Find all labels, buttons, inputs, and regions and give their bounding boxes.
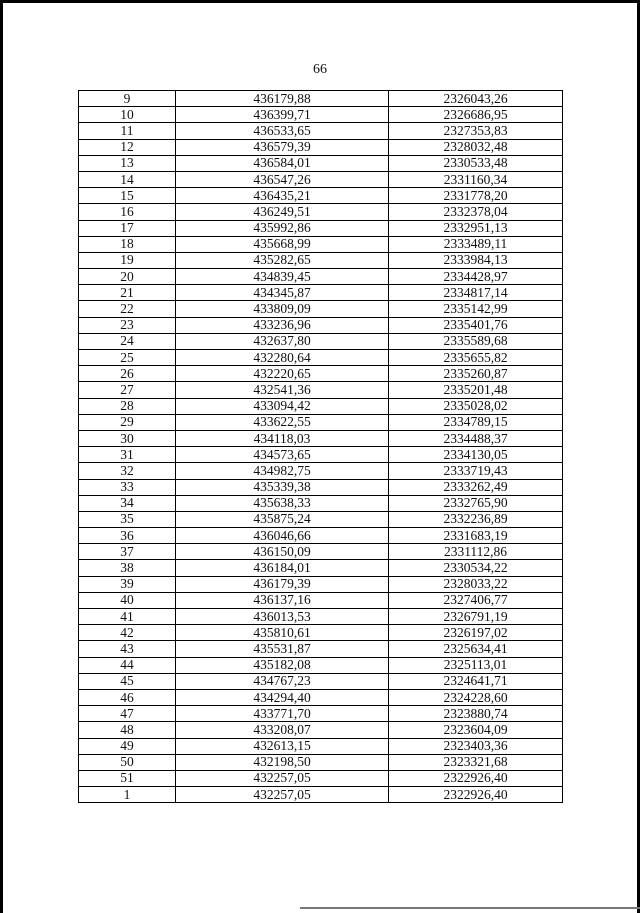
- y-coordinate-cell: 2324228,60: [389, 689, 563, 705]
- table-row: [79, 414, 563, 430]
- x-coordinate-cell: 433622,55: [176, 414, 389, 430]
- x-coordinate-cell: 436150,09: [176, 544, 389, 560]
- table-row: [79, 689, 563, 705]
- table-row: [79, 123, 563, 139]
- table-row: [79, 641, 563, 657]
- y-coordinate-cell: 2326197,02: [389, 625, 563, 641]
- y-coordinate-cell: 2327406,77: [389, 592, 563, 608]
- y-coordinate-cell: 2323604,09: [389, 722, 563, 738]
- x-coordinate-cell: 435531,87: [176, 641, 389, 657]
- x-coordinate-cell: 435638,33: [176, 495, 389, 511]
- point-number-cell: 46: [79, 689, 176, 705]
- y-coordinate-cell: 2333719,43: [389, 463, 563, 479]
- x-coordinate-cell: 436179,39: [176, 576, 389, 592]
- point-number-cell: 22: [79, 301, 176, 317]
- x-coordinate-cell: 436584,01: [176, 155, 389, 171]
- point-number-cell: 45: [79, 673, 176, 689]
- table-row: [79, 447, 563, 463]
- table-row: [79, 722, 563, 738]
- table-row: [79, 252, 563, 268]
- y-coordinate-cell: 2323321,68: [389, 754, 563, 770]
- x-coordinate-cell: 433809,09: [176, 301, 389, 317]
- y-coordinate-cell: 2331683,19: [389, 528, 563, 544]
- y-coordinate-cell: 2326043,26: [389, 91, 563, 107]
- x-coordinate-cell: 436399,71: [176, 107, 389, 123]
- point-number-cell: 42: [79, 625, 176, 641]
- point-number-cell: 35: [79, 511, 176, 527]
- y-coordinate-cell: 2325634,41: [389, 641, 563, 657]
- y-coordinate-cell: 2331160,34: [389, 171, 563, 187]
- x-coordinate-cell: 435182,08: [176, 657, 389, 673]
- table-row: [79, 188, 563, 204]
- point-number-cell: 33: [79, 479, 176, 495]
- x-coordinate-cell: 435875,24: [176, 511, 389, 527]
- x-coordinate-cell: 436547,26: [176, 171, 389, 187]
- point-number-cell: 17: [79, 220, 176, 236]
- coordinates-table-body: [79, 91, 563, 803]
- point-number-cell: 39: [79, 576, 176, 592]
- point-number-cell: 23: [79, 317, 176, 333]
- x-coordinate-cell: 433208,07: [176, 722, 389, 738]
- table-row: [79, 625, 563, 641]
- x-coordinate-cell: 432613,15: [176, 738, 389, 754]
- point-number-cell: 18: [79, 236, 176, 252]
- y-coordinate-cell: 2335142,99: [389, 301, 563, 317]
- point-number-cell: 13: [79, 155, 176, 171]
- point-number-cell: 44: [79, 657, 176, 673]
- x-coordinate-cell: 433236,96: [176, 317, 389, 333]
- table-row: [79, 528, 563, 544]
- y-coordinate-cell: 2333984,13: [389, 252, 563, 268]
- y-coordinate-cell: 2332236,89: [389, 511, 563, 527]
- point-number-cell: 26: [79, 366, 176, 382]
- point-number-cell: 32: [79, 463, 176, 479]
- y-coordinate-cell: 2331778,20: [389, 188, 563, 204]
- y-coordinate-cell: 2334789,15: [389, 414, 563, 430]
- table-row: [79, 738, 563, 754]
- y-coordinate-cell: 2335589,68: [389, 333, 563, 349]
- y-coordinate-cell: 2333262,49: [389, 479, 563, 495]
- y-coordinate-cell: 2327353,83: [389, 123, 563, 139]
- table-row: [79, 673, 563, 689]
- y-coordinate-cell: 2323880,74: [389, 706, 563, 722]
- point-number-cell: 12: [79, 139, 176, 155]
- x-coordinate-cell: 432198,50: [176, 754, 389, 770]
- table-row: [79, 333, 563, 349]
- y-coordinate-cell: 2332765,90: [389, 495, 563, 511]
- y-coordinate-cell: 2335655,82: [389, 350, 563, 366]
- x-coordinate-cell: 436249,51: [176, 204, 389, 220]
- point-number-cell: 51: [79, 770, 176, 786]
- table-row: [79, 657, 563, 673]
- table-row: [79, 269, 563, 285]
- x-coordinate-cell: 436137,16: [176, 592, 389, 608]
- point-number-cell: 16: [79, 204, 176, 220]
- x-coordinate-cell: 434767,23: [176, 673, 389, 689]
- table-row: [79, 155, 563, 171]
- point-number-cell: 24: [79, 333, 176, 349]
- point-number-cell: 1: [79, 787, 176, 803]
- x-coordinate-cell: 436184,01: [176, 560, 389, 576]
- y-coordinate-cell: 2335260,87: [389, 366, 563, 382]
- y-coordinate-cell: 2335401,76: [389, 317, 563, 333]
- y-coordinate-cell: 2331112,86: [389, 544, 563, 560]
- point-number-cell: 47: [79, 706, 176, 722]
- x-coordinate-cell: 433094,42: [176, 398, 389, 414]
- point-number-cell: 49: [79, 738, 176, 754]
- table-row: [79, 609, 563, 625]
- x-coordinate-cell: 436046,66: [176, 528, 389, 544]
- point-number-cell: 10: [79, 107, 176, 123]
- point-number-cell: 34: [79, 495, 176, 511]
- x-coordinate-cell: 432541,36: [176, 382, 389, 398]
- point-number-cell: 9: [79, 91, 176, 107]
- x-coordinate-cell: 435992,86: [176, 220, 389, 236]
- table-row: [79, 317, 563, 333]
- y-coordinate-cell: 2334817,14: [389, 285, 563, 301]
- x-coordinate-cell: 435339,38: [176, 479, 389, 495]
- y-coordinate-cell: 2334488,37: [389, 430, 563, 446]
- x-coordinate-cell: 436013,53: [176, 609, 389, 625]
- table-row: [79, 236, 563, 252]
- x-coordinate-cell: 434839,45: [176, 269, 389, 285]
- point-number-cell: 29: [79, 414, 176, 430]
- table-row: [79, 576, 563, 592]
- y-coordinate-cell: 2326791,19: [389, 609, 563, 625]
- table-row: [79, 511, 563, 527]
- x-coordinate-cell: 432220,65: [176, 366, 389, 382]
- point-number-cell: 11: [79, 123, 176, 139]
- x-coordinate-cell: 434118,03: [176, 430, 389, 446]
- y-coordinate-cell: 2334428,97: [389, 269, 563, 285]
- point-number-cell: 38: [79, 560, 176, 576]
- scan-border-top: [0, 0, 640, 3]
- y-coordinate-cell: 2332378,04: [389, 204, 563, 220]
- x-coordinate-cell: 436579,39: [176, 139, 389, 155]
- y-coordinate-cell: 2333489,11: [389, 236, 563, 252]
- coordinates-table: [78, 90, 563, 803]
- x-coordinate-cell: 434345,87: [176, 285, 389, 301]
- y-coordinate-cell: 2335028,02: [389, 398, 563, 414]
- table-row: [79, 770, 563, 786]
- point-number-cell: 25: [79, 350, 176, 366]
- table-row: [79, 430, 563, 446]
- point-number-cell: 50: [79, 754, 176, 770]
- table-row: [79, 560, 563, 576]
- table-row: [79, 479, 563, 495]
- y-coordinate-cell: 2335201,48: [389, 382, 563, 398]
- table-row: [79, 91, 563, 107]
- point-number-cell: 15: [79, 188, 176, 204]
- point-number-cell: 41: [79, 609, 176, 625]
- y-coordinate-cell: 2330533,48: [389, 155, 563, 171]
- x-coordinate-cell: 436533,65: [176, 123, 389, 139]
- table-row: [79, 495, 563, 511]
- scan-border-bottom: [300, 907, 640, 909]
- point-number-cell: 14: [79, 171, 176, 187]
- table-row: [79, 220, 563, 236]
- x-coordinate-cell: 432257,05: [176, 787, 389, 803]
- table-row: [79, 139, 563, 155]
- table-row: [79, 107, 563, 123]
- point-number-cell: 37: [79, 544, 176, 560]
- scan-border-left: [0, 0, 3, 913]
- table-row: [79, 592, 563, 608]
- point-number-cell: 30: [79, 430, 176, 446]
- y-coordinate-cell: 2325113,01: [389, 657, 563, 673]
- point-number-cell: 28: [79, 398, 176, 414]
- table-row: [79, 382, 563, 398]
- y-coordinate-cell: 2322926,40: [389, 770, 563, 786]
- page-number: 66: [313, 62, 327, 77]
- y-coordinate-cell: 2328033,22: [389, 576, 563, 592]
- x-coordinate-cell: 436435,21: [176, 188, 389, 204]
- point-number-cell: 48: [79, 722, 176, 738]
- y-coordinate-cell: 2332951,13: [389, 220, 563, 236]
- table-row: [79, 398, 563, 414]
- point-number-cell: 19: [79, 252, 176, 268]
- y-coordinate-cell: 2326686,95: [389, 107, 563, 123]
- x-coordinate-cell: 434573,65: [176, 447, 389, 463]
- x-coordinate-cell: 434982,75: [176, 463, 389, 479]
- point-number-cell: 20: [79, 269, 176, 285]
- point-number-cell: 21: [79, 285, 176, 301]
- table-row: [79, 366, 563, 382]
- y-coordinate-cell: 2330534,22: [389, 560, 563, 576]
- x-coordinate-cell: 432637,80: [176, 333, 389, 349]
- point-number-cell: 31: [79, 447, 176, 463]
- table-row: [79, 787, 563, 803]
- table-row: [79, 350, 563, 366]
- x-coordinate-cell: 435282,65: [176, 252, 389, 268]
- y-coordinate-cell: 2323403,36: [389, 738, 563, 754]
- x-coordinate-cell: 432257,05: [176, 770, 389, 786]
- table-row: [79, 463, 563, 479]
- x-coordinate-cell: 432280,64: [176, 350, 389, 366]
- x-coordinate-cell: 433771,70: [176, 706, 389, 722]
- table-row: [79, 301, 563, 317]
- table-row: [79, 706, 563, 722]
- x-coordinate-cell: 435668,99: [176, 236, 389, 252]
- point-number-cell: 40: [79, 592, 176, 608]
- table-row: [79, 754, 563, 770]
- y-coordinate-cell: 2322926,40: [389, 787, 563, 803]
- table-row: [79, 285, 563, 301]
- x-coordinate-cell: 436179,88: [176, 91, 389, 107]
- y-coordinate-cell: 2324641,71: [389, 673, 563, 689]
- x-coordinate-cell: 435810,61: [176, 625, 389, 641]
- point-number-cell: 43: [79, 641, 176, 657]
- y-coordinate-cell: 2334130,05: [389, 447, 563, 463]
- table-row: [79, 171, 563, 187]
- y-coordinate-cell: 2328032,48: [389, 139, 563, 155]
- point-number-cell: 27: [79, 382, 176, 398]
- table-row: [79, 204, 563, 220]
- x-coordinate-cell: 434294,40: [176, 689, 389, 705]
- point-number-cell: 36: [79, 528, 176, 544]
- table-row: [79, 544, 563, 560]
